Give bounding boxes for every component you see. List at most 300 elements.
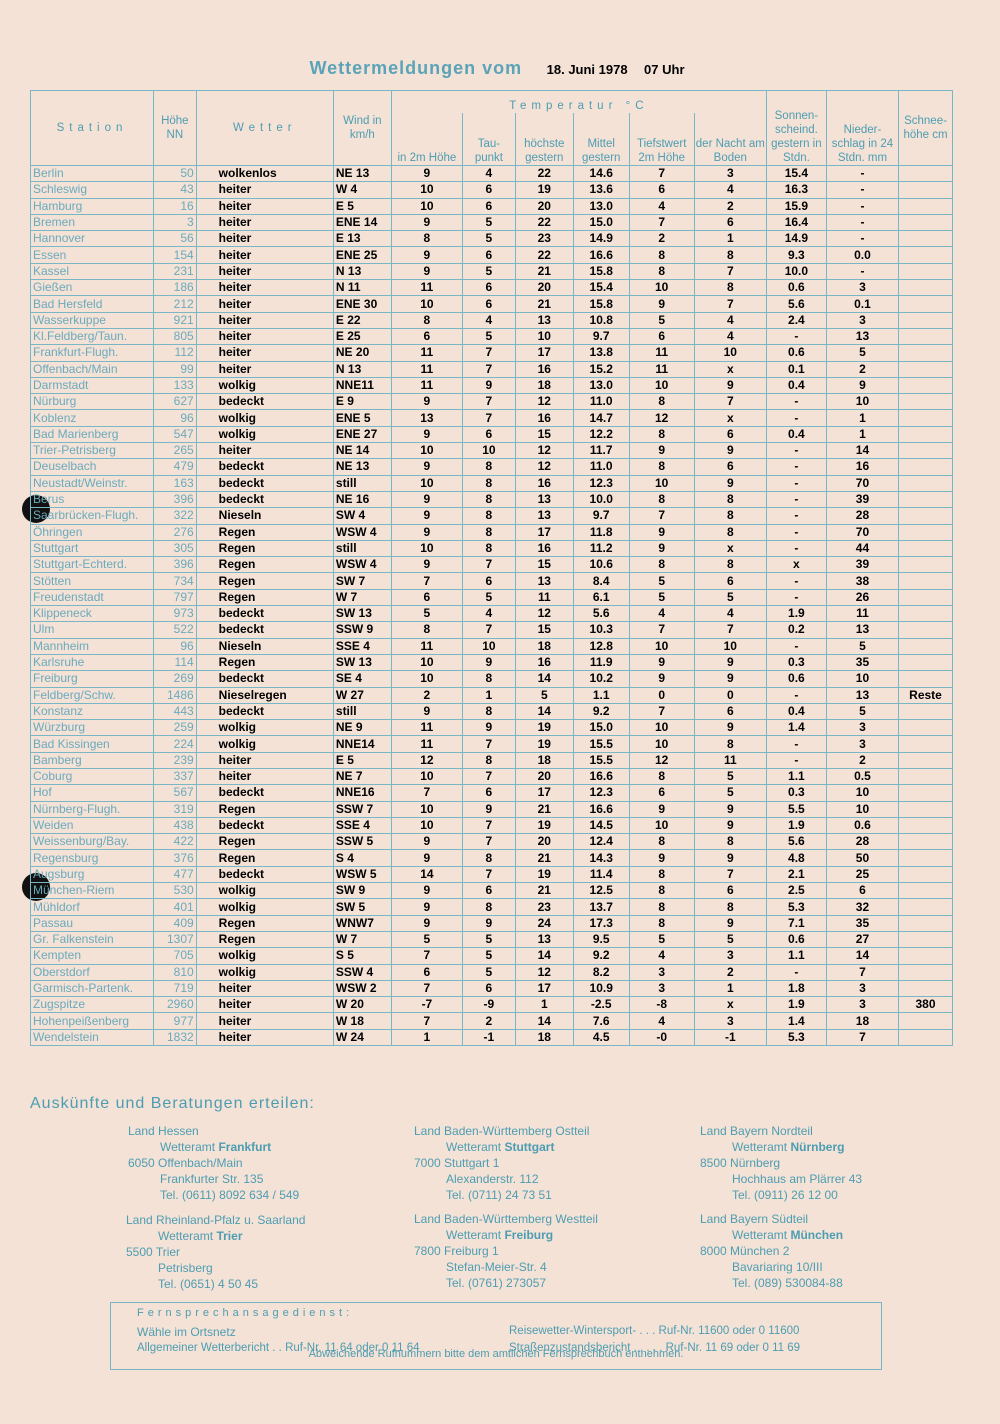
cell-temp-2m: 7 [391,980,462,996]
cell-sonne: - [766,459,826,475]
cell-mittel: 13.0 [573,377,629,393]
cell-wetter: wolkig [196,410,333,426]
cell-taupunkt: 4 [462,312,515,328]
cell-mittel: 9.7 [573,328,629,344]
cell-hoechste: 10 [515,328,573,344]
cell-hoehe: 114 [153,654,196,670]
table-row [31,638,953,654]
cell-mittel: 13.6 [573,182,629,198]
cell-mittel: 12.2 [573,426,629,442]
cell-taupunkt: 7 [462,768,515,784]
cell-wetter: heiter [196,312,333,328]
cell-tiefst: 8 [629,768,694,784]
cell-sonne: 1.9 [766,997,826,1013]
cell-temp-2m: 9 [391,899,462,915]
cell-tiefst: 4 [629,948,694,964]
cell-taupunkt: 7 [462,557,515,573]
table-row [31,573,953,589]
cell-hoehe: 337 [153,768,196,784]
cell-mittel: 4.5 [573,1029,629,1045]
table-row [31,964,953,980]
cell-niederschlag: 5 [826,638,898,654]
cell-temp-2m: 9 [391,883,462,899]
cell-sonne: - [766,638,826,654]
cell-sonne: 0.3 [766,654,826,670]
cell-schnee [899,948,953,964]
cell-schnee [899,589,953,605]
cell-station: Hohenpeißenberg [31,1013,154,1029]
table-row [31,361,953,377]
cell-hoechste: 17 [515,785,573,801]
cell-sonne: 2.5 [766,883,826,899]
cell-temp-2m: 9 [391,850,462,866]
cell-hoechste: 12 [515,606,573,622]
cell-temp-2m: 8 [391,622,462,638]
table-row [31,247,953,263]
cell-station: München-Riem [31,883,154,899]
cell-tiefst: 11 [629,361,694,377]
cell-hoechste: 12 [515,394,573,410]
header-in2m: in 2m Höhe [391,113,462,166]
table-row [31,459,953,475]
cell-taupunkt: 10 [462,638,515,654]
office-tel: Tel. (0761) 273057 [446,1276,547,1290]
cell-mittel: 15.0 [573,214,629,230]
office-frankfurt [128,1123,299,1203]
cell-niederschlag: 0.0 [826,247,898,263]
cell-temp-2m: 6 [391,589,462,605]
cell-mittel: 14.3 [573,850,629,866]
table-row [31,720,953,736]
cell-hoehe: 163 [153,475,196,491]
cell-mittel: 12.3 [573,785,629,801]
table-row [31,410,953,426]
cell-taupunkt: 9 [462,720,515,736]
office-tel: Tel. (0611) 8092 634 / 549 [160,1188,300,1202]
cell-mittel: 11.9 [573,654,629,670]
cell-temp-2m: 10 [391,768,462,784]
cell-schnee [899,231,953,247]
cell-tiefst: 7 [629,508,694,524]
cell-hoechste: 12 [515,459,573,475]
cell-wetter: heiter [196,752,333,768]
cell-hoechste: 5 [515,687,573,703]
table-row [31,524,953,540]
office-muenchen [700,1211,843,1291]
cell-nacht: 9 [694,817,766,833]
office-title: Wetteramt Freiburg [446,1228,554,1242]
report-time: 07 Uhr [644,62,685,77]
cell-wetter: heiter [196,361,333,377]
cell-temp-2m: 9 [391,426,462,442]
table-row [31,817,953,833]
table-row [31,736,953,752]
cell-sonne: 16.3 [766,182,826,198]
cell-tiefst: -0 [629,1029,694,1045]
cell-mittel: 17.3 [573,915,629,931]
cell-station: Würzburg [31,720,154,736]
table-row [31,475,953,491]
cell-wind: NE 9 [333,720,391,736]
office-addr1: 7800 Freiburg 1 [414,1244,499,1258]
cell-wind: SSE 4 [333,817,391,833]
cell-temp-2m: 7 [391,1013,462,1029]
cell-station: Wendelstein [31,1029,154,1045]
cell-taupunkt: 6 [462,573,515,589]
cell-nacht: 6 [694,214,766,230]
cell-hoechste: 21 [515,296,573,312]
cell-hoehe: 224 [153,736,196,752]
cell-taupunkt: 9 [462,801,515,817]
cell-station: Nürburg [31,394,154,410]
cell-mittel: 8.2 [573,964,629,980]
cell-sonne: 5.5 [766,801,826,817]
cell-tiefst: 9 [629,296,694,312]
cell-station: Bamberg [31,752,154,768]
cell-wind: WSW 4 [333,524,391,540]
cell-sonne: - [766,443,826,459]
cell-sonne: - [766,752,826,768]
cell-wind: NE 7 [333,768,391,784]
cell-sonne: - [766,394,826,410]
cell-mittel: -2.5 [573,997,629,1013]
cell-temp-2m: 10 [391,198,462,214]
cell-temp-2m: 9 [391,263,462,279]
cell-tiefst: 10 [629,280,694,296]
cell-niederschlag: 50 [826,850,898,866]
cell-taupunkt: 6 [462,247,515,263]
cell-station: Gießen [31,280,154,296]
cell-schnee [899,247,953,263]
cell-tiefst: 8 [629,866,694,882]
cell-taupunkt: -9 [462,997,515,1013]
cell-schnee [899,166,953,182]
cell-taupunkt: 2 [462,1013,515,1029]
cell-hoechste: 18 [515,1029,573,1045]
cell-taupunkt: 6 [462,182,515,198]
office-tel: Tel. (0651) 4 50 45 [158,1277,259,1291]
cell-wetter: bedeckt [196,622,333,638]
cell-nacht: 9 [694,801,766,817]
cell-wetter: heiter [196,768,333,784]
cell-nacht: 7 [694,296,766,312]
cell-hoehe: 438 [153,817,196,833]
cell-wetter: Nieseln [196,508,333,524]
office-region: Land Rheinland-Pfalz u. Saarland [126,1213,306,1227]
cell-taupunkt: 6 [462,296,515,312]
cell-wind: E 13 [333,231,391,247]
office-addr2: Petrisberg [158,1261,213,1275]
cell-wetter: bedeckt [196,703,333,719]
cell-taupunkt: 9 [462,377,515,393]
cell-station: Hof [31,785,154,801]
cell-niederschlag: 13 [826,687,898,703]
cell-niederschlag: 3 [826,280,898,296]
cell-hoehe: 305 [153,540,196,556]
office-addr1: 7000 Stuttgart 1 [414,1156,500,1170]
cell-station: Mühldorf [31,899,154,915]
cell-sonne: 0.6 [766,931,826,947]
table-row [31,377,953,393]
cell-tiefst: 12 [629,410,694,426]
cell-tiefst: 11 [629,345,694,361]
table-row [31,850,953,866]
cell-niederschlag: - [826,182,898,198]
cell-hoehe: 322 [153,508,196,524]
phone-travel: Reisewetter-Wintersport- . . . Ruf-Nr. 11600 oder 0 11600 [509,1325,800,1337]
cell-wetter: heiter [196,198,333,214]
cell-temp-2m: 10 [391,475,462,491]
cell-station: Augsburg [31,866,154,882]
cell-mittel: 11.4 [573,866,629,882]
cell-mittel: 16.6 [573,247,629,263]
cell-wetter: heiter [196,980,333,996]
office-addr2: Frankfurter Str. 135 [160,1172,264,1186]
cell-niederschlag: 9 [826,377,898,393]
table-row [31,182,953,198]
cell-wind: SW 13 [333,654,391,670]
cell-temp-2m: 9 [391,214,462,230]
cell-taupunkt: 5 [462,948,515,964]
cell-station: Karlsruhe [31,654,154,670]
header-mittel: Mittel gestern [573,113,629,166]
cell-nacht: 9 [694,443,766,459]
cell-wind: ENE 25 [333,247,391,263]
cell-sonne: 0.4 [766,426,826,442]
cell-temp-2m: 9 [391,524,462,540]
office-nuernberg [700,1123,862,1203]
cell-station: Darmstadt [31,377,154,393]
cell-nacht: 1 [694,231,766,247]
cell-sonne: 14.9 [766,231,826,247]
cell-nacht: 5 [694,931,766,947]
cell-niederschlag: 2 [826,752,898,768]
table-row [31,540,953,556]
cell-mittel: 10.6 [573,557,629,573]
cell-wind: SW 5 [333,899,391,915]
cell-station: Freiburg [31,671,154,687]
office-tel: Tel. (0911) 26 12 00 [732,1188,838,1202]
cell-tiefst: 10 [629,638,694,654]
cell-hoechste: 18 [515,752,573,768]
cell-niederschlag: 70 [826,475,898,491]
cell-schnee [899,720,953,736]
cell-taupunkt: 5 [462,231,515,247]
cell-sonne: 2.4 [766,312,826,328]
cell-hoehe: 16 [153,198,196,214]
cell-temp-2m: 11 [391,720,462,736]
cell-mittel: 14.5 [573,817,629,833]
cell-mittel: 7.6 [573,1013,629,1029]
cell-station: Neustadt/Weinstr. [31,475,154,491]
cell-wetter: bedeckt [196,394,333,410]
cell-station: Kl.Feldberg/Taun. [31,328,154,344]
cell-temp-2m: 10 [391,443,462,459]
cell-temp-2m: 12 [391,752,462,768]
cell-niederschlag: 16 [826,459,898,475]
table-row [31,231,953,247]
cell-mittel: 12.5 [573,883,629,899]
cell-wind: SSW 9 [333,622,391,638]
cell-temp-2m: 9 [391,834,462,850]
office-tel: Tel. (0711) 24 73 51 [446,1188,552,1202]
cell-hoechste: 19 [515,866,573,882]
cell-station: Öhringen [31,524,154,540]
cell-schnee: Reste [899,687,953,703]
info-heading: Auskünfte und Beratungen erteilen: [30,1095,315,1112]
cell-taupunkt: 9 [462,654,515,670]
office-region: Land Baden-Württemberg Westteil [414,1212,598,1226]
cell-tiefst: 4 [629,1013,694,1029]
cell-tiefst: 6 [629,328,694,344]
cell-wetter: heiter [196,1029,333,1045]
cell-sonne: - [766,410,826,426]
cell-schnee: 380 [899,997,953,1013]
cell-sonne: 1.9 [766,817,826,833]
cell-schnee [899,980,953,996]
cell-schnee [899,736,953,752]
cell-sonne: 0.2 [766,622,826,638]
cell-hoehe: 186 [153,280,196,296]
cell-mittel: 14.6 [573,166,629,182]
cell-temp-2m: 10 [391,296,462,312]
cell-taupunkt: 8 [462,524,515,540]
cell-nacht: x [694,361,766,377]
cell-niederschlag: 14 [826,443,898,459]
cell-niederschlag: - [826,214,898,230]
cell-temp-2m: 9 [391,459,462,475]
cell-hoechste: 17 [515,345,573,361]
cell-hoechste: 23 [515,899,573,915]
table-row [31,328,953,344]
table-row [31,948,953,964]
cell-temp-2m: 11 [391,345,462,361]
phone-road: Straßenzustandsbericht . . . . . Ruf-Nr. 11 69 oder 0 11 69 [509,1342,801,1354]
cell-taupunkt: 7 [462,394,515,410]
cell-wind: ENE 27 [333,426,391,442]
cell-hoehe: 401 [153,899,196,915]
cell-niederschlag: 6 [826,883,898,899]
cell-hoechste: 23 [515,231,573,247]
header-wind: Wind in km/h [333,91,391,166]
cell-taupunkt: 6 [462,426,515,442]
cell-sonne: 1.4 [766,720,826,736]
cell-sonne: - [766,687,826,703]
cell-taupunkt: 8 [462,703,515,719]
cell-tiefst: 9 [629,801,694,817]
cell-wind: SSW 7 [333,801,391,817]
cell-nacht: 10 [694,345,766,361]
cell-wetter: bedeckt [196,671,333,687]
cell-sonne: - [766,508,826,524]
cell-station: Gr. Falkenstein [31,931,154,947]
cell-wind: E 9 [333,394,391,410]
cell-niederschlag: 1 [826,410,898,426]
cell-mittel: 14.7 [573,410,629,426]
cell-schnee [899,654,953,670]
cell-sonne: 0.1 [766,361,826,377]
cell-nacht: 0 [694,687,766,703]
table-row [31,801,953,817]
cell-niederschlag: 10 [826,801,898,817]
cell-station: Nürnberg-Flugh. [31,801,154,817]
cell-schnee [899,182,953,198]
cell-mittel: 11.0 [573,459,629,475]
cell-schnee [899,899,953,915]
cell-mittel: 11.2 [573,540,629,556]
cell-wetter: wolkenlos [196,166,333,182]
cell-temp-2m: 10 [391,801,462,817]
table-row [31,703,953,719]
cell-niederschlag: 32 [826,899,898,915]
cell-sonne: 0.6 [766,280,826,296]
cell-station: Weiden [31,817,154,833]
cell-station: Frankfurt-Flugh. [31,345,154,361]
table-row [31,834,953,850]
cell-taupunkt: 6 [462,980,515,996]
cell-taupunkt: 5 [462,263,515,279]
cell-wind: still [333,475,391,491]
cell-schnee [899,377,953,393]
cell-nacht: 7 [694,263,766,279]
cell-nacht: 8 [694,834,766,850]
header-hoechste: höchste gestern [515,113,573,166]
cell-hoehe: 422 [153,834,196,850]
cell-tiefst: 8 [629,247,694,263]
table-row [31,883,953,899]
cell-hoechste: 15 [515,622,573,638]
cell-wetter: wolkig [196,883,333,899]
cell-mittel: 13.0 [573,198,629,214]
cell-nacht: 11 [694,752,766,768]
cell-wetter: bedeckt [196,491,333,507]
cell-wind: NNE11 [333,377,391,393]
cell-hoechste: 19 [515,817,573,833]
cell-temp-2m: 10 [391,182,462,198]
cell-wetter: heiter [196,443,333,459]
cell-nacht: 6 [694,426,766,442]
cell-taupunkt: 7 [462,622,515,638]
cell-niederschlag: 10 [826,785,898,801]
cell-hoechste: 16 [515,540,573,556]
cell-nacht: 8 [694,280,766,296]
cell-wetter: Regen [196,524,333,540]
cell-nacht: 6 [694,703,766,719]
cell-hoechste: 21 [515,801,573,817]
table-row [31,280,953,296]
cell-hoehe: 547 [153,426,196,442]
office-addr1: 5500 Trier [126,1245,181,1259]
cell-wetter: bedeckt [196,785,333,801]
cell-sonne: 15.9 [766,198,826,214]
cell-hoehe: 56 [153,231,196,247]
cell-nacht: 9 [694,654,766,670]
cell-wetter: bedeckt [196,459,333,475]
table-row [31,687,953,703]
cell-wind: NE 14 [333,443,391,459]
cell-nacht: 10 [694,638,766,654]
cell-tiefst: 3 [629,964,694,980]
office-addr1: 8500 Nürnberg [700,1156,781,1170]
cell-hoehe: 1307 [153,931,196,947]
cell-tiefst: 9 [629,443,694,459]
cell-temp-2m: 9 [391,915,462,931]
cell-mittel: 9.2 [573,948,629,964]
table-row [31,752,953,768]
cell-temp-2m: 11 [391,280,462,296]
cell-tiefst: 10 [629,736,694,752]
cell-mittel: 13.8 [573,345,629,361]
